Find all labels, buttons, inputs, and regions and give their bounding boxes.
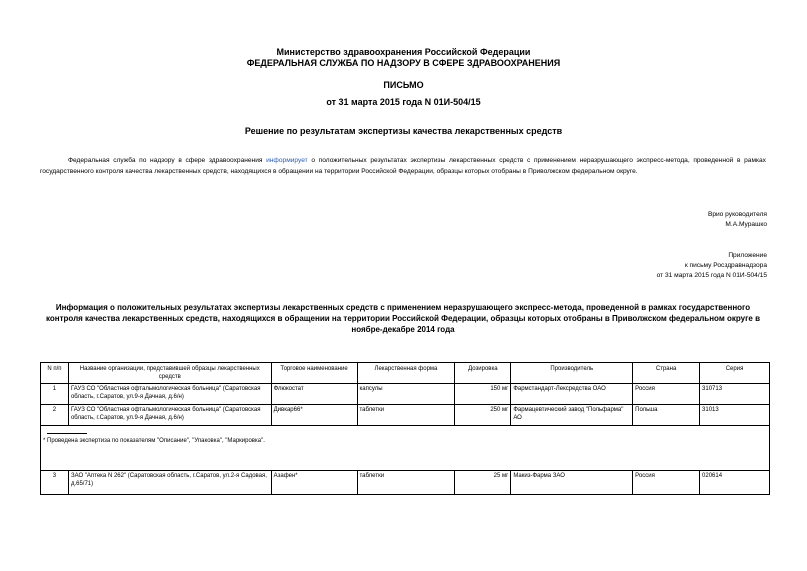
appendix-date: от 31 марта 2015 года N 01И-504/15 xyxy=(656,272,767,279)
cell-org: ГАУЗ СО "Областная офтальмологическая больница" (Саратовская область, г.Саратов, ул.9-я Дачная, д.6/н) xyxy=(68,405,271,426)
cell-manufacturer: Фармстандарт-Лексредства ОАО xyxy=(511,384,633,405)
body-paragraph xyxy=(40,156,766,177)
cell-num: 2 xyxy=(41,405,69,426)
results-table xyxy=(40,362,770,495)
col-header-series: Серия xyxy=(700,363,770,384)
appendix-ref: к письму Росздравнадзора xyxy=(684,262,767,269)
cell-country: Россия xyxy=(633,471,700,495)
cell-form: капсулы xyxy=(357,384,455,405)
body-text-end: о положительных результатах экспертизы лекарственных средств с применением неразрушающего экспресс-метода, проведенной в рамках государственного контроля качества лекарственных средств, находящихся в обращении на территории Российской Федерации, образцы которых отобраны в Приволжском федеральном округе. xyxy=(40,157,766,175)
service-title: ФЕДЕРАЛЬНАЯ СЛУЖБА ПО НАДЗОРУ В СФЕРЕ ЗДРАВООХРАНЕНИЯ xyxy=(246,58,561,68)
col-header-dosage: Дозировка xyxy=(455,363,511,384)
table-row xyxy=(41,471,770,495)
cell-country: Польша xyxy=(633,405,700,426)
col-header-manufacturer: Производитель xyxy=(511,363,633,384)
doc-subject: Решение по результатам экспертизы качества лекарственных средств xyxy=(244,126,563,136)
cell-country: Россия xyxy=(633,384,700,405)
cell-trade-name: Дивкар66* xyxy=(271,405,357,426)
cell-trade-name: Азафен* xyxy=(271,471,357,495)
cell-series: 310713 xyxy=(700,384,770,405)
cell-form: таблетки xyxy=(357,471,455,495)
cell-series: 020614 xyxy=(700,471,770,495)
appendix-label: Приложение xyxy=(728,252,767,259)
footnote-row xyxy=(41,426,770,471)
signature-name: М.А.Мурашко xyxy=(725,221,767,228)
cell-dosage: 150 мг xyxy=(455,384,511,405)
cell-num: 1 xyxy=(41,384,69,405)
col-header-org: Название организации, представившей образцы лекарственных средств xyxy=(68,363,271,384)
body-text-start: Федеральная служба по надзору в сфере здравоохранения xyxy=(68,157,263,164)
table-header-row xyxy=(41,363,770,384)
doc-type: ПИСЬМО xyxy=(383,80,424,90)
table-row xyxy=(41,405,770,426)
col-header-trade-name: Торговое наименование xyxy=(271,363,357,384)
cell-num: 3 xyxy=(41,471,69,495)
cell-dosage: 250 мг xyxy=(455,405,511,426)
cell-manufacturer: Макиз-Фарма ЗАО xyxy=(511,471,633,495)
cell-org: ГАУЗ СО "Областная офтальмологическая больница" (Саратовская область, г.Саратов, ул.9-я Дачная, д.6/н) xyxy=(68,384,271,405)
info-title: Информация о положительных результатах экспертизы лекарственных средств с применением неразрушающего экспресс-метода, проведенной в рамках государственного контроля качества лекарственных средств, находящихся в обращении на территории Российской Федерации, образцы которых отобраны в Приволжском федеральном округе в ноябре-декабре 2014 года xyxy=(45,303,761,334)
col-header-form: Лекарственная форма xyxy=(357,363,455,384)
cell-trade-name: Флюкостат xyxy=(271,384,357,405)
footnote-rule xyxy=(47,433,87,434)
cell-form: таблетки xyxy=(357,405,455,426)
doc-date: от 31 марта 2015 года N 01И-504/15 xyxy=(326,97,481,107)
footnote-cell xyxy=(41,426,770,471)
cell-org: ЗАО "Аптека N 262" (Саратовская область, г.Саратов, ул.2-я Садовая, д.65/71) xyxy=(68,471,271,495)
signature-position: Врио руководителя xyxy=(707,211,767,218)
cell-series: 31013 xyxy=(700,405,770,426)
table-row xyxy=(41,384,770,405)
cell-dosage: 25 мг xyxy=(455,471,511,495)
col-header-num: N п/п xyxy=(41,363,69,384)
footnote-text: * Проведена экспертиза по показателям "Описание", "Упаковка", "Маркировка". xyxy=(43,438,265,444)
appendix-block xyxy=(657,251,767,281)
col-header-country: Страна xyxy=(633,363,700,384)
ministry-title: Министерство здравоохранения Российской Федерации xyxy=(276,47,531,57)
signature-block xyxy=(708,210,767,230)
informs-link[interactable]: информирует xyxy=(266,157,308,164)
cell-manufacturer: Фармацевтический завод "Польфарма" АО xyxy=(511,405,633,426)
